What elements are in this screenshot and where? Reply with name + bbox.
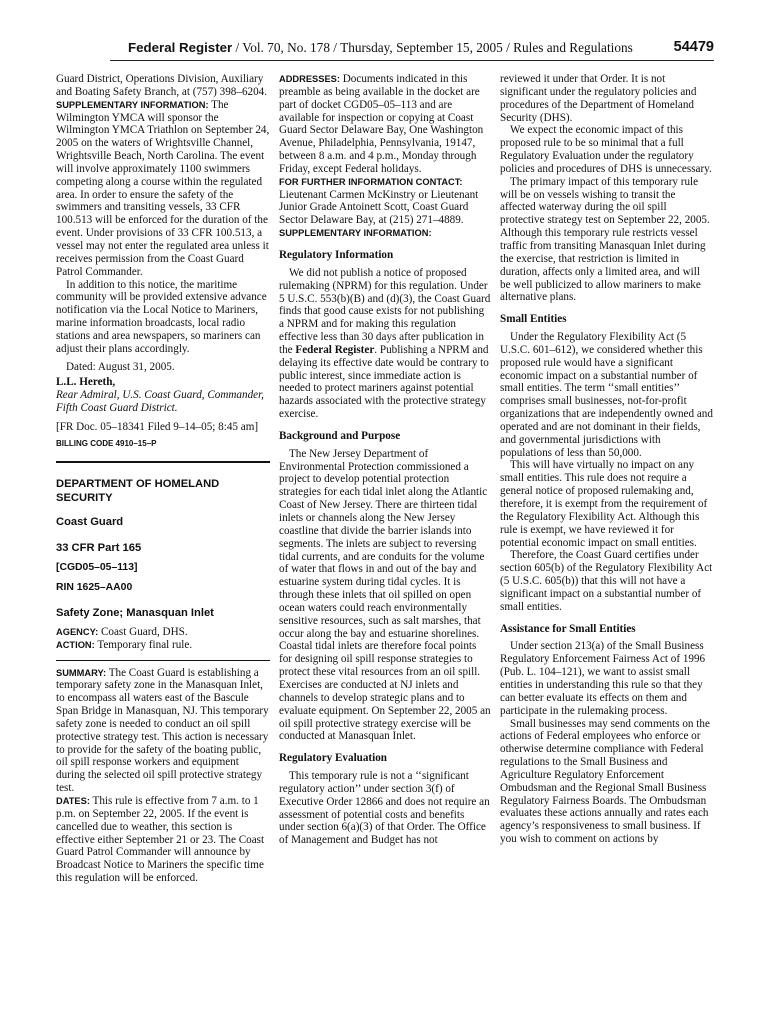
section-label: DATES: (56, 795, 90, 806)
header-citation (128, 40, 633, 56)
paragraph: reviewed it under that Order. It is not significant under the regulatory policies and procedures of the Department of Homeland Security (DHS). (500, 73, 697, 124)
action-line (56, 639, 270, 652)
federal-register-ref: Federal Register (295, 343, 375, 356)
paragraph: This temporary rule is not a ‘‘significant regulatory action’’ under section 3(f) of Executive Order 12866 and does not require an assessment of potential costs and benefits under section 6(a)(3) of that Order. The Office of Management and Budget has not (279, 770, 490, 847)
section-label: SUPPLEMENTARY INFORMATION: (279, 228, 432, 239)
dated-line: Dated: August 31, 2005. (66, 360, 175, 373)
paragraph-text: The Wilmington YMCA will sponsor the Wilmington YMCA Triathlon on September 24, 2005 on the waters of Wrightsville Channel, Wrightsville Beach, North Carolina. The event will involve approximately 1100 swimmers competing along a course within the regulated area. In order to ensure the safety of the swimmers and transiting vessels, 33 CFR 100.513 will be enforced for the duration of the event. Under provisions of 33 CFR 100.513, a vessel may not enter the regulated area unless it receives permission from the Coast Guard Patrol Commander. (56, 98, 270, 278)
paragraph: The primary impact of this temporary rule will be on vessels wishing to transit the affected waterway during the oil spill protective strategy test on September 22, 2005. Although this temporary rule restricts vessel traffic from transiting Manasquan Inlet during the exercise, that restriction is limited in duration, affects only a limited area, and will be well publicized to allow mariners to make alternative plans. (500, 175, 710, 304)
rule-title: Safety Zone; Manasquan Inlet (56, 607, 214, 619)
paragraph (279, 267, 491, 421)
supplementary-info (56, 99, 270, 279)
addresses (279, 73, 491, 176)
section-divider (56, 461, 270, 463)
section-label: SUMMARY: (56, 667, 107, 678)
section-label: ADDRESSES: (279, 74, 340, 84)
signer-name: L.L. Hereth, (56, 376, 116, 389)
paragraph: Under the Regulatory Flexibility Act (5 U.S.C. 601–612), we considered whether this proposed rule would have a significant economic impact on a substantial number of small entities. The term ‘‘small entities’’ comprises small businesses, not-for-profit organizations that are independently owned and operated and are not dominant in their fields, and governmental jurisdictions with populations of less than 50,000. (500, 331, 713, 459)
billing-code: BILLING CODE 4910–15–P (56, 438, 157, 448)
paragraph-text: We did not publish a notice of proposed rulemaking (NPRM) for this regulation. Under 5 U.S.C. 553(b)(B) and (d)(3), the Coast Guard finds that good cause exists for not publishing a NPRM and for making this regulation effective less than 30 days after publication in the (279, 266, 491, 356)
rin-number: RIN 1625–AA00 (56, 582, 133, 594)
paragraph: Guard District, Operations Division, Auxiliary and Boating Safety Branch, at (757) 398–6204. (56, 73, 268, 98)
section-heading: Small Entities (500, 313, 567, 326)
section-label: FOR FURTHER INFORMATION CONTACT: (279, 176, 463, 187)
agency-text: Coast Guard, DHS. (100, 625, 188, 638)
paragraph: We expect the economic impact of this proposed rule to be so minimal that a full Regulatory Evaluation under the regulatory policies and procedures of DHS is unnecessary. (500, 124, 712, 175)
section-label: AGENCY: (56, 626, 99, 637)
section-heading: Regulatory Information (279, 248, 394, 261)
column-3 (500, 73, 713, 846)
summary (56, 667, 270, 795)
issue-info: / Vol. 70, No. 178 / Thursday, September 15, 2005 / Rules and Regulations (232, 40, 633, 55)
paragraph: This will have virtually no impact on any small entities. This rule does not require a general notice of proposed rulemaking and, therefore, it is exempt from the requirement of the Regulatory Flexibility Act. Although this rule is exempt, we have reviewed it for potential economic impact on small entities. (500, 459, 708, 549)
journal-name: Federal Register (128, 40, 233, 55)
section-heading: Assistance for Small Entities (500, 622, 636, 635)
department-heading: DEPARTMENT OF HOMELAND SECURITY (56, 477, 220, 504)
signer-title: Rear Admiral, U.S. Coast Guard, Commander, Fifth Coast Guard District. (56, 389, 264, 415)
section-heading: Regulatory Evaluation (279, 752, 388, 765)
page-number: 54479 (673, 39, 714, 55)
section-label: ACTION: (56, 639, 95, 650)
addresses-text: Documents indicated in this preamble as being available in the docket are part of docket CGD05–05–113 and are available for inspection or copying at Coast Guard Sector Delaware Bay, One Washington Avenue, Philadelphia, Pennsylvania, 19147, between 8 a.m. and 4 p.m., Monday through Friday, except Federal holidays. (279, 73, 484, 175)
dates (56, 795, 270, 885)
column-2 (279, 73, 491, 847)
section-heading: Background and Purpose (279, 429, 401, 442)
cfr-part: 33 CFR Part 165 (56, 542, 142, 555)
fr-doc-line: [FR Doc. 05–18341 Filed 9–14–05; 8:45 am] (56, 420, 259, 433)
paragraph-text: . Publishing a NPRM and delaying its effective date would be contrary to public interest, since immediate action is needed to protect mariners against potential hazards associated with the protective strategy exercise. (279, 343, 489, 421)
summary-text: The Coast Guard is establishing a temporary safety zone in the Manasquan Inlet, to encompass all waters east of the Bascule Span Bridge in Manasquan, NJ. This temporary safety zone is needed to conduct an oil spill protective strategy test. This action is necessary to provide for the safety of the boating public, oil spill response workers and equipment during the selected oil spill protective strategy test. (56, 666, 269, 795)
contact-text: Lieutenant Carmen McKinstry or Lieutenant Junior Grade Antoinett Scott, Coast Guard Sector Delaware Bay, at (215) 271–4889. (279, 188, 479, 227)
agency-line (56, 626, 270, 639)
docket-number: [CGD05–05–113] (56, 562, 138, 574)
section-label: SUPPLEMENTARY INFORMATION: (56, 99, 209, 110)
paragraph: In addition to this notice, the maritime community will be provided extensive advance notification via the Local Notice to Mariners, marine information broadcasts, local radio stations and area newspapers, so mariners can adjust their plans accordingly. (56, 278, 267, 355)
paragraph: Therefore, the Coast Guard certifies under section 605(b) of the Regulatory Flexibility Act (5 U.S.C. 605(b)) that this will not have a significant impact on a substantial number of small entities. (500, 549, 713, 613)
paragraph: Small businesses may send comments on the actions of Federal employees who enforce or otherwise determine compliance with Federal regulations to the Small Business and Agriculture Regulatory Enforcement Ombudsman and the Regional Small Business Regulatory Fairness Boards. The Ombudsman evaluates these actions annually and rates each agency’s responsiveness to small business. If you wish to comment on actions by (500, 717, 710, 846)
action-text: Temporary final rule. (97, 638, 193, 651)
dates-text: This rule is effective from 7 a.m. to 1 p.m. on September 22, 2005. If the event is cancelled due to weather, this section is effective either September 21 or 23. The Coast Guard Patrol Commander will announce by Broadcast Notice to Mariners the specific time this regulation will be enforced. (56, 794, 265, 885)
section-divider (56, 660, 270, 661)
paragraph: The New Jersey Department of Environmental Protection commissioned a project to develop potential protection strategies for each tidal inlet along the Atlantic Coast of New Jersey. There are thirteen tidal inlets or channels along the New Jersey coastline that divide the barrier islands into segments. The inlets are subject to reversing tidal currents, and are conduits for the volume of water that flows in and out of the bay and estuarine system during tidal cycles. It is through these inlets that oil spilled on open ocean waters could reach environmentally sensitive resources, such as salt marshes, that occur along the bay and estuarine shorelines. Coastal tidal inlets are therefore focal points for designing oil spill response strategies to protect these vital resources from an oil spill. Exercises are conducted at NJ inlets and channels to develop strategic plans and to evaluate equipment. On September 22, 2005 an oil spill protective strategy exercise will be conducted at Manasquan Inlet. (279, 447, 491, 743)
column-1 (56, 73, 270, 885)
running-header (110, 36, 714, 61)
agency-heading: Coast Guard (56, 515, 124, 528)
paragraph: Under section 213(a) of the Small Business Regulatory Enforcement Fairness Act of 1996 (Pub. L. 104–121), we want to assist small entities in understanding this rule so that they can better evaluate its effects on them and participate in the rulemaking process. (500, 640, 706, 717)
